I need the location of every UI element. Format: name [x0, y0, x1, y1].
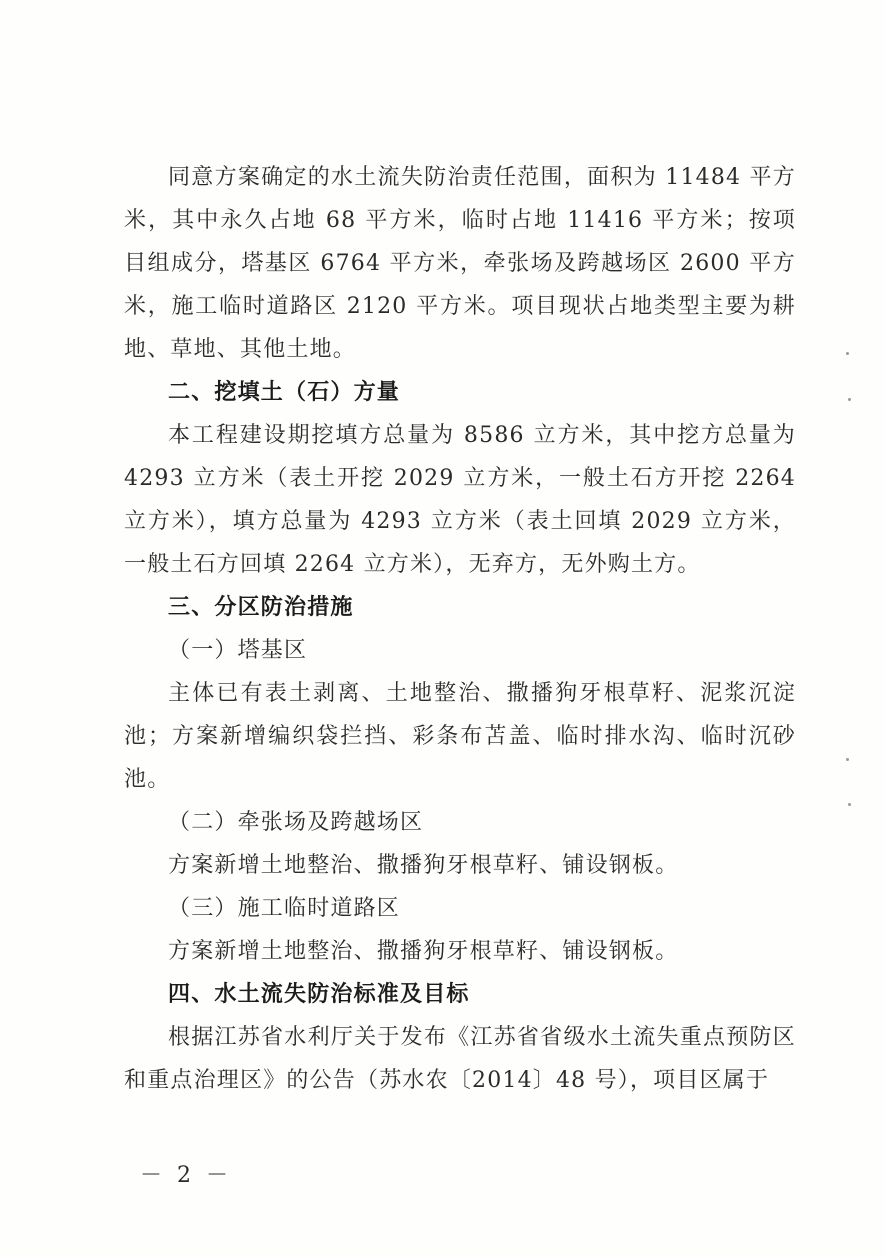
- scan-speck: [846, 758, 849, 761]
- paragraph-responsibility-scope: 同意方案确定的水土流失防治责任范围，面积为 11484 平方米，其中永久占地 68 平方米，临时占地 11416 平方米；按项目组成分，塔基区 6764 平方米，牵张场及跨越场区 2600 平方米，施工临时道路区 2120 平方米。项目现状占地类型主要为耕地、草地、其他土地。: [124, 165, 796, 362]
- paragraph-temporary-road-area: 方案新增土地整治、撒播狗牙根草籽、铺设钢板。: [168, 939, 679, 964]
- paragraph-prevention-standards: 根据江苏省水利厅关于发布《江苏省省级水土流失重点预防区和重点治理区》的公告（苏水农〔2014〕48 号），项目区属于: [124, 1025, 796, 1093]
- scan-speck: [848, 398, 851, 401]
- paragraph-tower-base-area: 主体已有表土剥离、土地整治、撒播狗牙根草籽、泥浆沉淀池；方案新增编织袋拦挡、彩条布苫盖、临时排水沟、临时沉砂池。: [124, 681, 796, 792]
- subheading-tension-site-area: （二）牵张场及跨越场区: [168, 810, 424, 835]
- heading-zoned-measures: 三、分区防治措施: [168, 595, 354, 620]
- document-body: [124, 156, 796, 1102]
- heading-earthwork-volume: 二、挖填土（石）方量: [168, 380, 401, 405]
- page-number: － 2 －: [140, 1163, 232, 1188]
- paragraph-tension-site-area: 方案新增土地整治、撒播狗牙根草籽、铺设钢板。: [168, 853, 679, 878]
- scan-speck: [846, 352, 849, 355]
- scan-speck: [848, 803, 851, 806]
- heading-prevention-standards: 四、水土流失防治标准及目标: [168, 982, 470, 1007]
- paragraph-earthwork-volume: 本工程建设期挖填方总量为 8586 立方米，其中挖方总量为 4293 立方米（表土开挖 2029 立方米，一般土石方开挖 2264 立方米），填方总量为 4293 立方米（表土回填 2029 立方米，一般土石方回填 2264 立方米），无弃方，无外购土方。: [124, 423, 796, 577]
- subheading-temporary-road-area: （三）施工临时道路区: [168, 896, 401, 921]
- subheading-tower-base-area: （一）塔基区: [168, 638, 308, 663]
